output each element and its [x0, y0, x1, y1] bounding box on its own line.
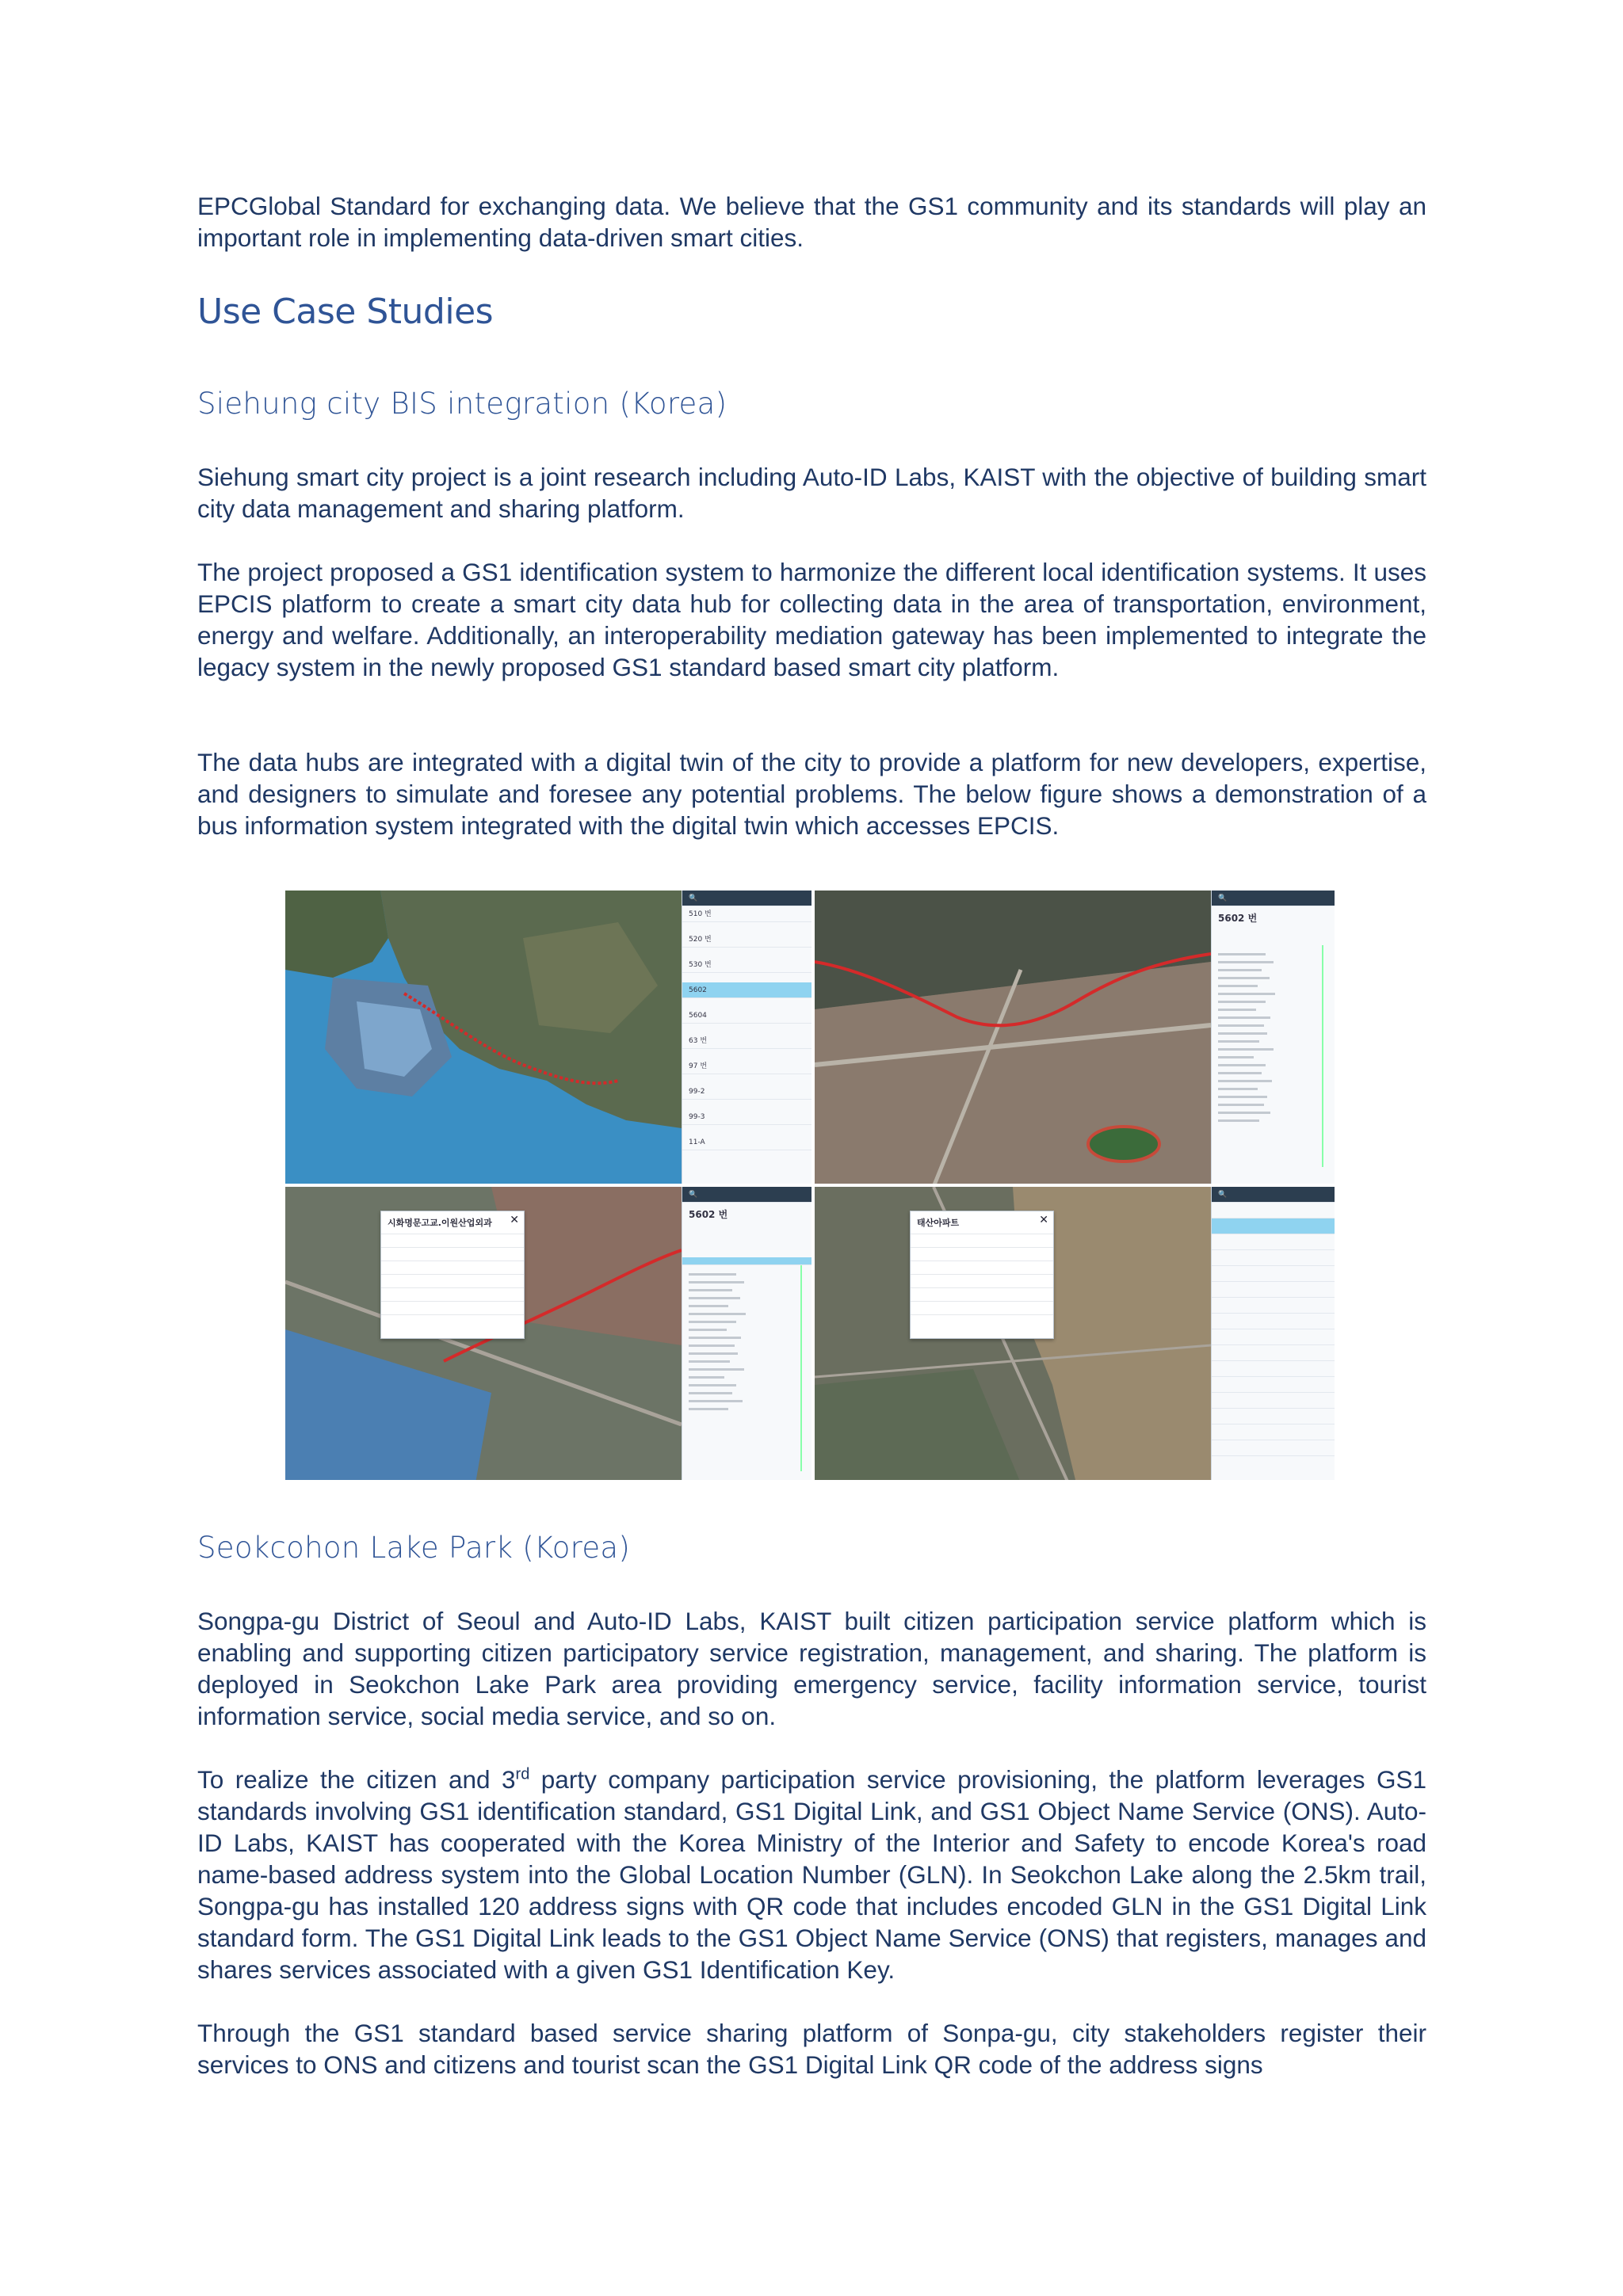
- service-row[interactable]: [1212, 1345, 1336, 1361]
- bis-digital-twin-figure: [284, 889, 1336, 1482]
- stop-sidebar: [682, 1187, 813, 1482]
- service-row[interactable]: [1212, 1425, 1336, 1440]
- service-popup-title: 태산아파트: [917, 1218, 960, 1228]
- service-row[interactable]: [1212, 1409, 1336, 1425]
- service-row[interactable]: [1212, 1298, 1336, 1314]
- service-row[interactable]: [1212, 1282, 1336, 1298]
- case1-paragraph-3: The data hubs are integrated with a digital twin of the city to provide a platform for new developers, expertise, and designers to simulate and foresee any potential problems. The below figure shows a demonstration of a bus information system integrated with the digital twin which accesses EPCIS.: [197, 748, 1426, 840]
- bus-route-5604[interactable]: 5604: [682, 1008, 813, 1024]
- bus-route-11-a[interactable]: 11-A: [682, 1135, 813, 1150]
- intro-paragraph: EPCGlobal Standard for exchanging data. We believe that the GS1 community and its standards will play an important role in implementing data-driven smart cities.: [197, 192, 1426, 252]
- case2-paragraph-2: [197, 1764, 1426, 1985]
- stop-info-popup: [380, 1211, 525, 1339]
- bus-route-99-3[interactable]: 99-3: [682, 1109, 813, 1125]
- case1-heading: Siehung city BIS integration (Korea): [197, 387, 727, 421]
- figure-panel-route-3d: [813, 889, 1336, 1185]
- case1-paragraph-2: The project proposed a GS1 identification system to harmonize the different local identification systems. It uses EPCIS platform to create a smart city data hub for collecting data in the area of transportation, environment, energy and welfare. Additionally, an interoperability mediation gateway has been implemented to integrate the legacy system in the newly proposed GS1 standard based smart city platform.: [197, 558, 1426, 681]
- service-sidebar: [1211, 1187, 1336, 1482]
- route-detail-sidebar: [1211, 891, 1336, 1185]
- bus-route-520[interactable]: 520 번: [682, 932, 813, 948]
- case2-paragraph-1: Songpa-gu District of Seoul and Auto-ID Labs, KAIST built citizen participation service platform which is enabling and supporting citizen participatory service registration, management, and sharing. The platform is deployed in Seokchon Lake Park area providing emergency service, facility information service, tourist information service, social media service, and so on.: [197, 1607, 1426, 1730]
- stop-popup-title: 시화명문고교.이원산업외과: [388, 1218, 492, 1228]
- close-icon[interactable]: ✕: [1039, 1214, 1048, 1226]
- stop-selected-row[interactable]: [682, 1257, 813, 1265]
- section-heading: Use Case Studies: [197, 292, 494, 332]
- bus-route-530[interactable]: 530 번: [682, 957, 813, 973]
- service-row[interactable]: [1212, 1234, 1336, 1250]
- bus-route-97[interactable]: 97 번: [682, 1058, 813, 1074]
- figure-panel-stop-popup: [284, 1185, 813, 1482]
- route-sidebar-search[interactable]: 🔍: [1212, 891, 1336, 906]
- route-detail-title: 5602 번: [1218, 913, 1258, 924]
- case2-heading: Seokcohon Lake Park (Korea): [197, 1531, 631, 1565]
- case2-paragraph-3: Through the GS1 standard based service sharing platform of Sonpa-gu, city stakeholders register their services to ONS and citizens and tourist scan the GS1 Digital Link QR code of the address signs: [197, 2019, 1426, 2079]
- figure-panel-service-list: [813, 1185, 1336, 1482]
- service-row[interactable]: [1212, 1266, 1336, 1282]
- service-row[interactable]: [1212, 1440, 1336, 1456]
- service-row[interactable]: [1212, 1250, 1336, 1266]
- route-stop-list: [1212, 929, 1336, 1167]
- close-icon[interactable]: ✕: [510, 1214, 519, 1226]
- bus-route-63[interactable]: 63 번: [682, 1033, 813, 1049]
- service-sidebar-search[interactable]: 🔍: [1212, 1187, 1336, 1203]
- stop-sidebar-search[interactable]: 🔍: [682, 1187, 813, 1203]
- bus-route-5602[interactable]: 5602: [682, 982, 813, 998]
- service-row[interactable]: [1212, 1393, 1336, 1409]
- service-row[interactable]: [1212, 1314, 1336, 1329]
- service-row[interactable]: [1212, 1377, 1336, 1393]
- stop-sidebar-list: [682, 1265, 813, 1471]
- service-info-popup: [910, 1211, 1054, 1339]
- service-row-selected[interactable]: [1212, 1219, 1336, 1234]
- overview-map: [285, 891, 682, 1185]
- case1-paragraph-1: Siehung smart city project is a joint research including Auto-ID Labs, KAIST with the objective of building smart city data management and sharing platform.: [197, 463, 1426, 523]
- figure-panel-overview: [284, 889, 813, 1185]
- service-row[interactable]: [1212, 1203, 1336, 1219]
- bus-route-99-2[interactable]: 99-2: [682, 1084, 813, 1100]
- stop-sidebar-title: 5602 번: [689, 1209, 728, 1220]
- case2-paragraph-2-rest: party company participation service provisioning, the platform leverages GS1 standards involving GS1 identification standard, GS1 Digital Link, and GS1 Object Name Service (ONS). Auto-ID Labs, KAIST has cooperated with the Korea Ministry of the Interior and Safety to encode Korea's road name-based address system into the Global Location Number (GLN). In Seokchon Lake along the 2.5km trail, Songpa-gu has installed 120 address signs with QR code that includes encoded GLN in the GS1 Digital Link standard form. The GS1 Digital Link leads to the GS1 Object Name Service (ONS) that registers, manages and shares services associated with a given GS1 Identification Key.: [197, 1765, 1426, 1984]
- service-row[interactable]: [1212, 1329, 1336, 1345]
- route-3d-map: [815, 891, 1211, 1185]
- bus-list-sidebar: [682, 891, 813, 1185]
- ordinal-suffix: rd: [515, 1765, 530, 1783]
- bus-route-510[interactable]: 510 번: [682, 906, 813, 922]
- sidebar-search[interactable]: 🔍: [682, 891, 813, 906]
- case2-paragraph-2-start: To realize the citizen and 3: [197, 1765, 516, 1794]
- service-row[interactable]: [1212, 1361, 1336, 1377]
